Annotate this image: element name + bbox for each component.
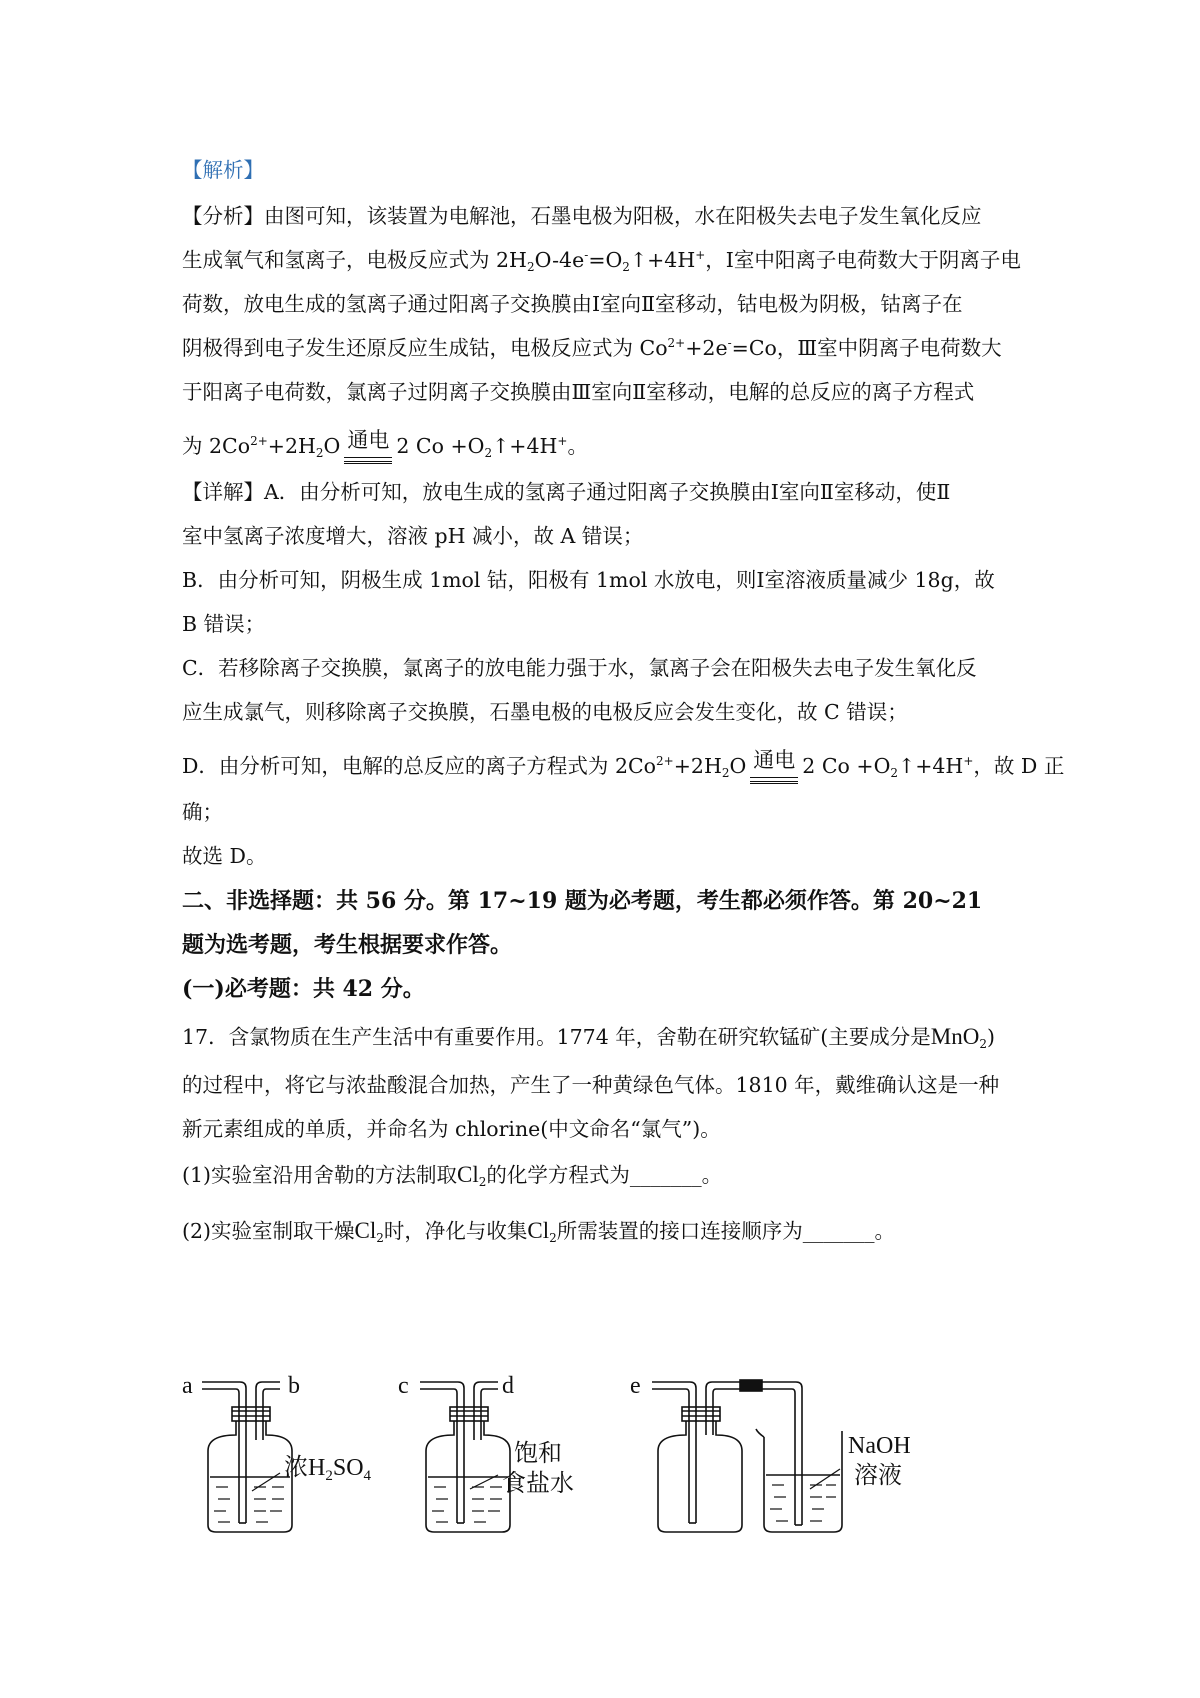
analysis-line-4: 阴极得到电子发生还原反应生成钴，电极反应式为 $Co^{2+}+2e^-=Co$，Ⅲ室中阴离子电荷数大 (182, 336, 1002, 360)
electrolysis-condition: 通电 (344, 425, 392, 455)
analysis-line-5: 于阳离子电荷数，氯离子过阴离子交换膜由Ⅲ室向Ⅱ室移动，电解的总反应的离子方程式 (182, 380, 975, 404)
beaker-naoh (756, 1429, 911, 1532)
beaker-label-2: 溶液 (854, 1463, 902, 1489)
electrolysis-condition: 通电 (750, 745, 798, 775)
q17-line-2: 的过程中，将它与浓盐酸混合加热，产生了一种黄绿色气体。1810 年，戴维确认这是一种 (182, 1073, 1000, 1097)
bottle2-label-2: 食盐水 (502, 1471, 574, 1497)
required-section-heading: (一)必考题：共 42 分。 (182, 976, 425, 1002)
analysis-equation: 为 $2Co^{2+}+2H_2O$ 通电 2 $Co +O_2↑+4H^+$。 (182, 425, 588, 461)
detail-answer: 故选 D。 (182, 844, 267, 868)
answer-blank: _______ (629, 1163, 702, 1187)
detail-line-a1: 【详解】A．由分析可知，放电生成的氢离子通过阳离子交换膜由Ⅰ室向Ⅱ室移动，使Ⅱ (182, 480, 951, 504)
detail-tag: 【详解】 (182, 480, 264, 504)
detail-line-c2: 应生成氯气，则移除离子交换膜，石墨电极的电极反应会发生变化，故 C 错误； (182, 700, 908, 724)
detail-line-d1: D．由分析可知，电解的总反应的离子方程式为 $2Co^{2+}+2H_2O$ 通电 2 $Co +O_2↑+4H^+$，故 D 正 (182, 745, 1064, 781)
detail-line-b1: B．由分析可知，阴极生成 1mol 钴，阳极有 1mol 水放电，则Ⅰ室溶液质量减少 18g，故 (182, 568, 995, 592)
q17-line-1: 17．含氯物质在生产生活中有重要作用。1774 年，舍勒在研究软锰矿(主要成分是MnO$_2$) (182, 1024, 995, 1051)
beaker-label-1: NaOH (848, 1433, 911, 1459)
apparatus-figure (180, 1365, 1080, 1545)
detail-line-a2: 室中氢离子浓度增大，溶液 pH 减小，故 A 错误； (182, 524, 644, 548)
port-c-label: c (398, 1373, 409, 1399)
analysis-line-1: 【分析】由图可知，该装置为电解池，石墨电极为阳极，水在阳极失去电子发生氧化反应 (182, 204, 982, 228)
section-tag: 【解析】 (182, 158, 264, 182)
collection-bottle (630, 1373, 802, 1532)
port-d-label: d (502, 1373, 514, 1399)
bottle2-label-1: 饱和 (514, 1441, 562, 1467)
analysis-line-3: 荷数，放电生成的氢离子通过阳离子交换膜由Ⅰ室向Ⅱ室移动，钴电极为阴极，钴离子在 (182, 292, 963, 316)
q17-line-3: 新元素组成的单质，并命名为 chlorine(中文命名“氯气”)。 (182, 1117, 721, 1141)
detail-line-b2: B 错误； (182, 612, 266, 636)
part2-heading-2: 题为选考题，考生根据要求作答。 (182, 932, 513, 958)
port-a-label: a (182, 1373, 193, 1399)
part2-heading-1: 二、非选择题：共 56 分。第 17~19 题为必考题，考生都必须作答。第 20~21 (182, 888, 983, 914)
detail-line-c1: C．若移除离子交换膜，氯离子的放电能力强于水，氯离子会在阳极失去电子发生氧化反 (182, 656, 977, 680)
analysis-line-2: 生成氧气和氢离子，电极反应式为 $2H_2O-4e^-=O_2↑+4H^+$，Ⅰ室中阳离子电荷数大于阴离子电 (182, 248, 1021, 274)
answer-blank: _______ (802, 1219, 875, 1243)
analysis-tag: 【分析】 (182, 204, 264, 228)
port-e-label: e (630, 1373, 641, 1399)
q17-part-2: (2)实验室制取干燥$Cl_2$时，净化与收集$Cl_2$所需装置的接口连接顺序为_______。 (182, 1218, 896, 1245)
q17-part-1: (1)实验室沿用舍勒的方法制取$Cl_2$的化学方程式为_______。 (182, 1162, 723, 1189)
port-b-label: b (288, 1373, 300, 1399)
bottle1-reagent-label: 浓$H_2SO_4$ (284, 1455, 372, 1484)
bottle-sulfuric-acid (182, 1373, 372, 1532)
bottle-saturated-brine (398, 1373, 574, 1532)
detail-line-d2: 确； (182, 800, 223, 824)
